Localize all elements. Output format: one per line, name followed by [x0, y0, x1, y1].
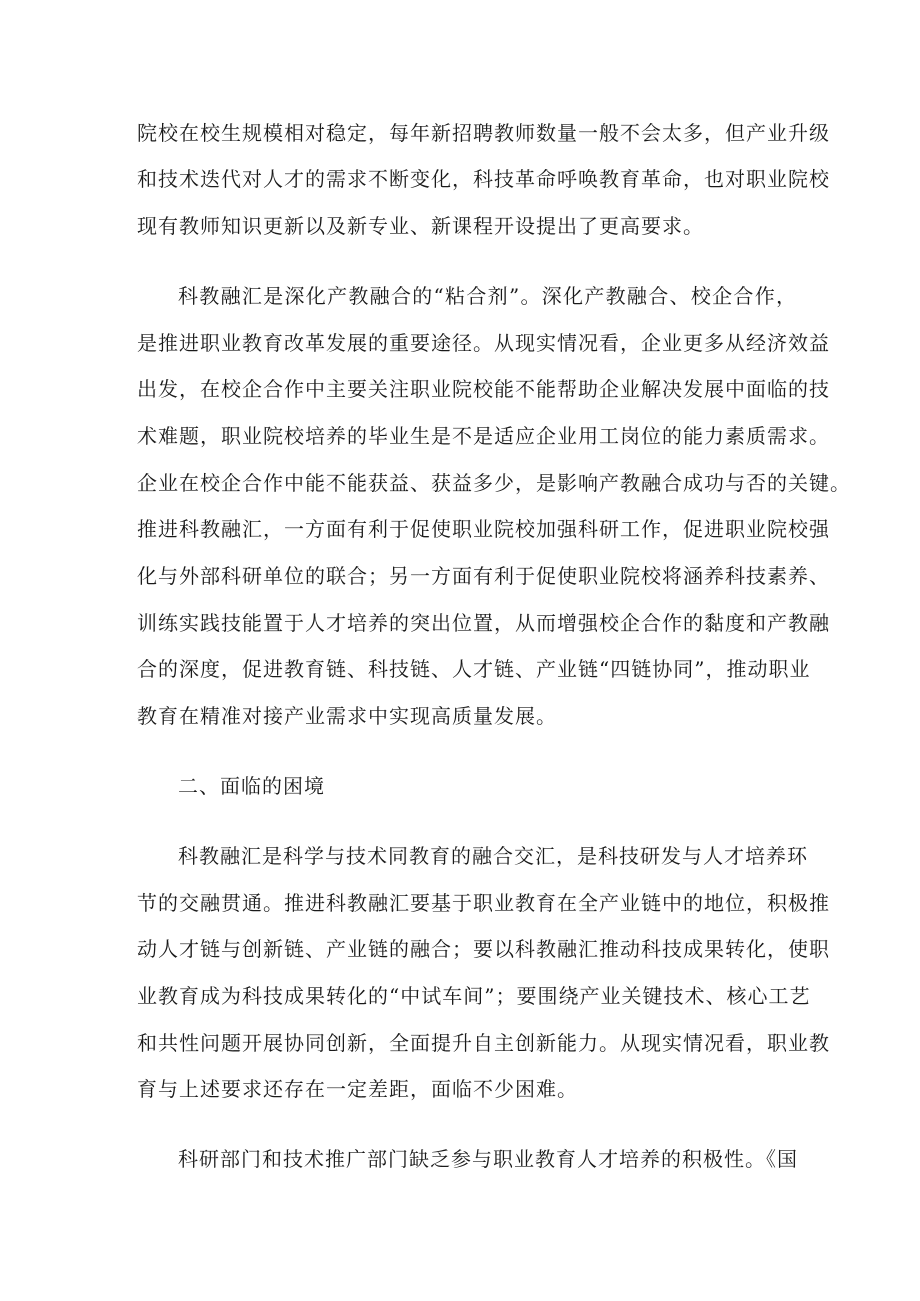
text-line: 是推进职业教育改革发展的重要途径。从现实情况看，企业更多从经济效益 — [137, 331, 830, 355]
text-line: 训练实践技能置于人才培养的突出位置，从而增强校企合作的黏度和产教融 — [137, 611, 830, 635]
text-line: 和技术迭代对人才的需求不断变化，科技革命呼唤教育革命，也对职业院校 — [137, 167, 830, 191]
text-line: 科教融汇是深化产教融合的“粘合剂”。深化产教融合、校企合作， — [178, 284, 797, 308]
text-line: 节的交融贯通。推进科教融汇要基于职业教育在全产业链中的地位，积极推 — [137, 891, 830, 915]
text-line: 出发，在校企合作中主要关注职业院校能不能帮助企业解决发展中面临的技 — [137, 377, 830, 401]
text-line: 合的深度，促进教育链、科技链、人才链、产业链“四链协同”，推动职业 — [137, 657, 811, 681]
text-line: 术难题，职业院校培养的毕业生是不是适应企业用工岗位的能力素质需求。 — [137, 424, 830, 448]
text-line: 教育在精准对接产业需求中实现高质量发展。 — [137, 704, 557, 728]
text-line: 育与上述要求还存在一定差距，面临不少困难。 — [137, 1077, 578, 1101]
text-line: 科研部门和技术推广部门缺乏参与职业教育人才培养的积极性。《国 — [178, 1147, 798, 1171]
text-line: 企业在校企合作中能不能获益、获益多少，是影响产教融合成功与否的关键。 — [137, 471, 851, 495]
text-line: 化与外部科研单位的联合；另一方面有利于促使职业院校将涵养科技素养、 — [137, 564, 830, 588]
text-line: 院校在校生规模相对稳定，每年新招聘教师数量一般不会太多，但产业升级 — [137, 121, 830, 145]
text-line: 科教融汇是科学与技术同教育的融合交汇，是科技研发与人才培养环 — [178, 844, 808, 868]
text-line: 业教育成为科技成果转化的“中试车间”；要围绕产业关键技术、核心工艺 — [137, 984, 811, 1008]
section-heading: 二、面临的困境 — [178, 774, 325, 798]
text-line: 现有教师知识更新以及新专业、新课程开设提出了更高要求。 — [137, 214, 704, 238]
text-line: 和共性问题开展协同创新，全面提升自主创新能力。从现实情况看，职业教 — [137, 1031, 830, 1055]
text-line: 动人才链与创新链、产业链的融合；要以科教融汇推动科技成果转化，使职 — [137, 937, 830, 961]
text-line: 推进科教融汇，一方面有利于促使职业院校加强科研工作，促进职业院校强 — [137, 517, 830, 541]
